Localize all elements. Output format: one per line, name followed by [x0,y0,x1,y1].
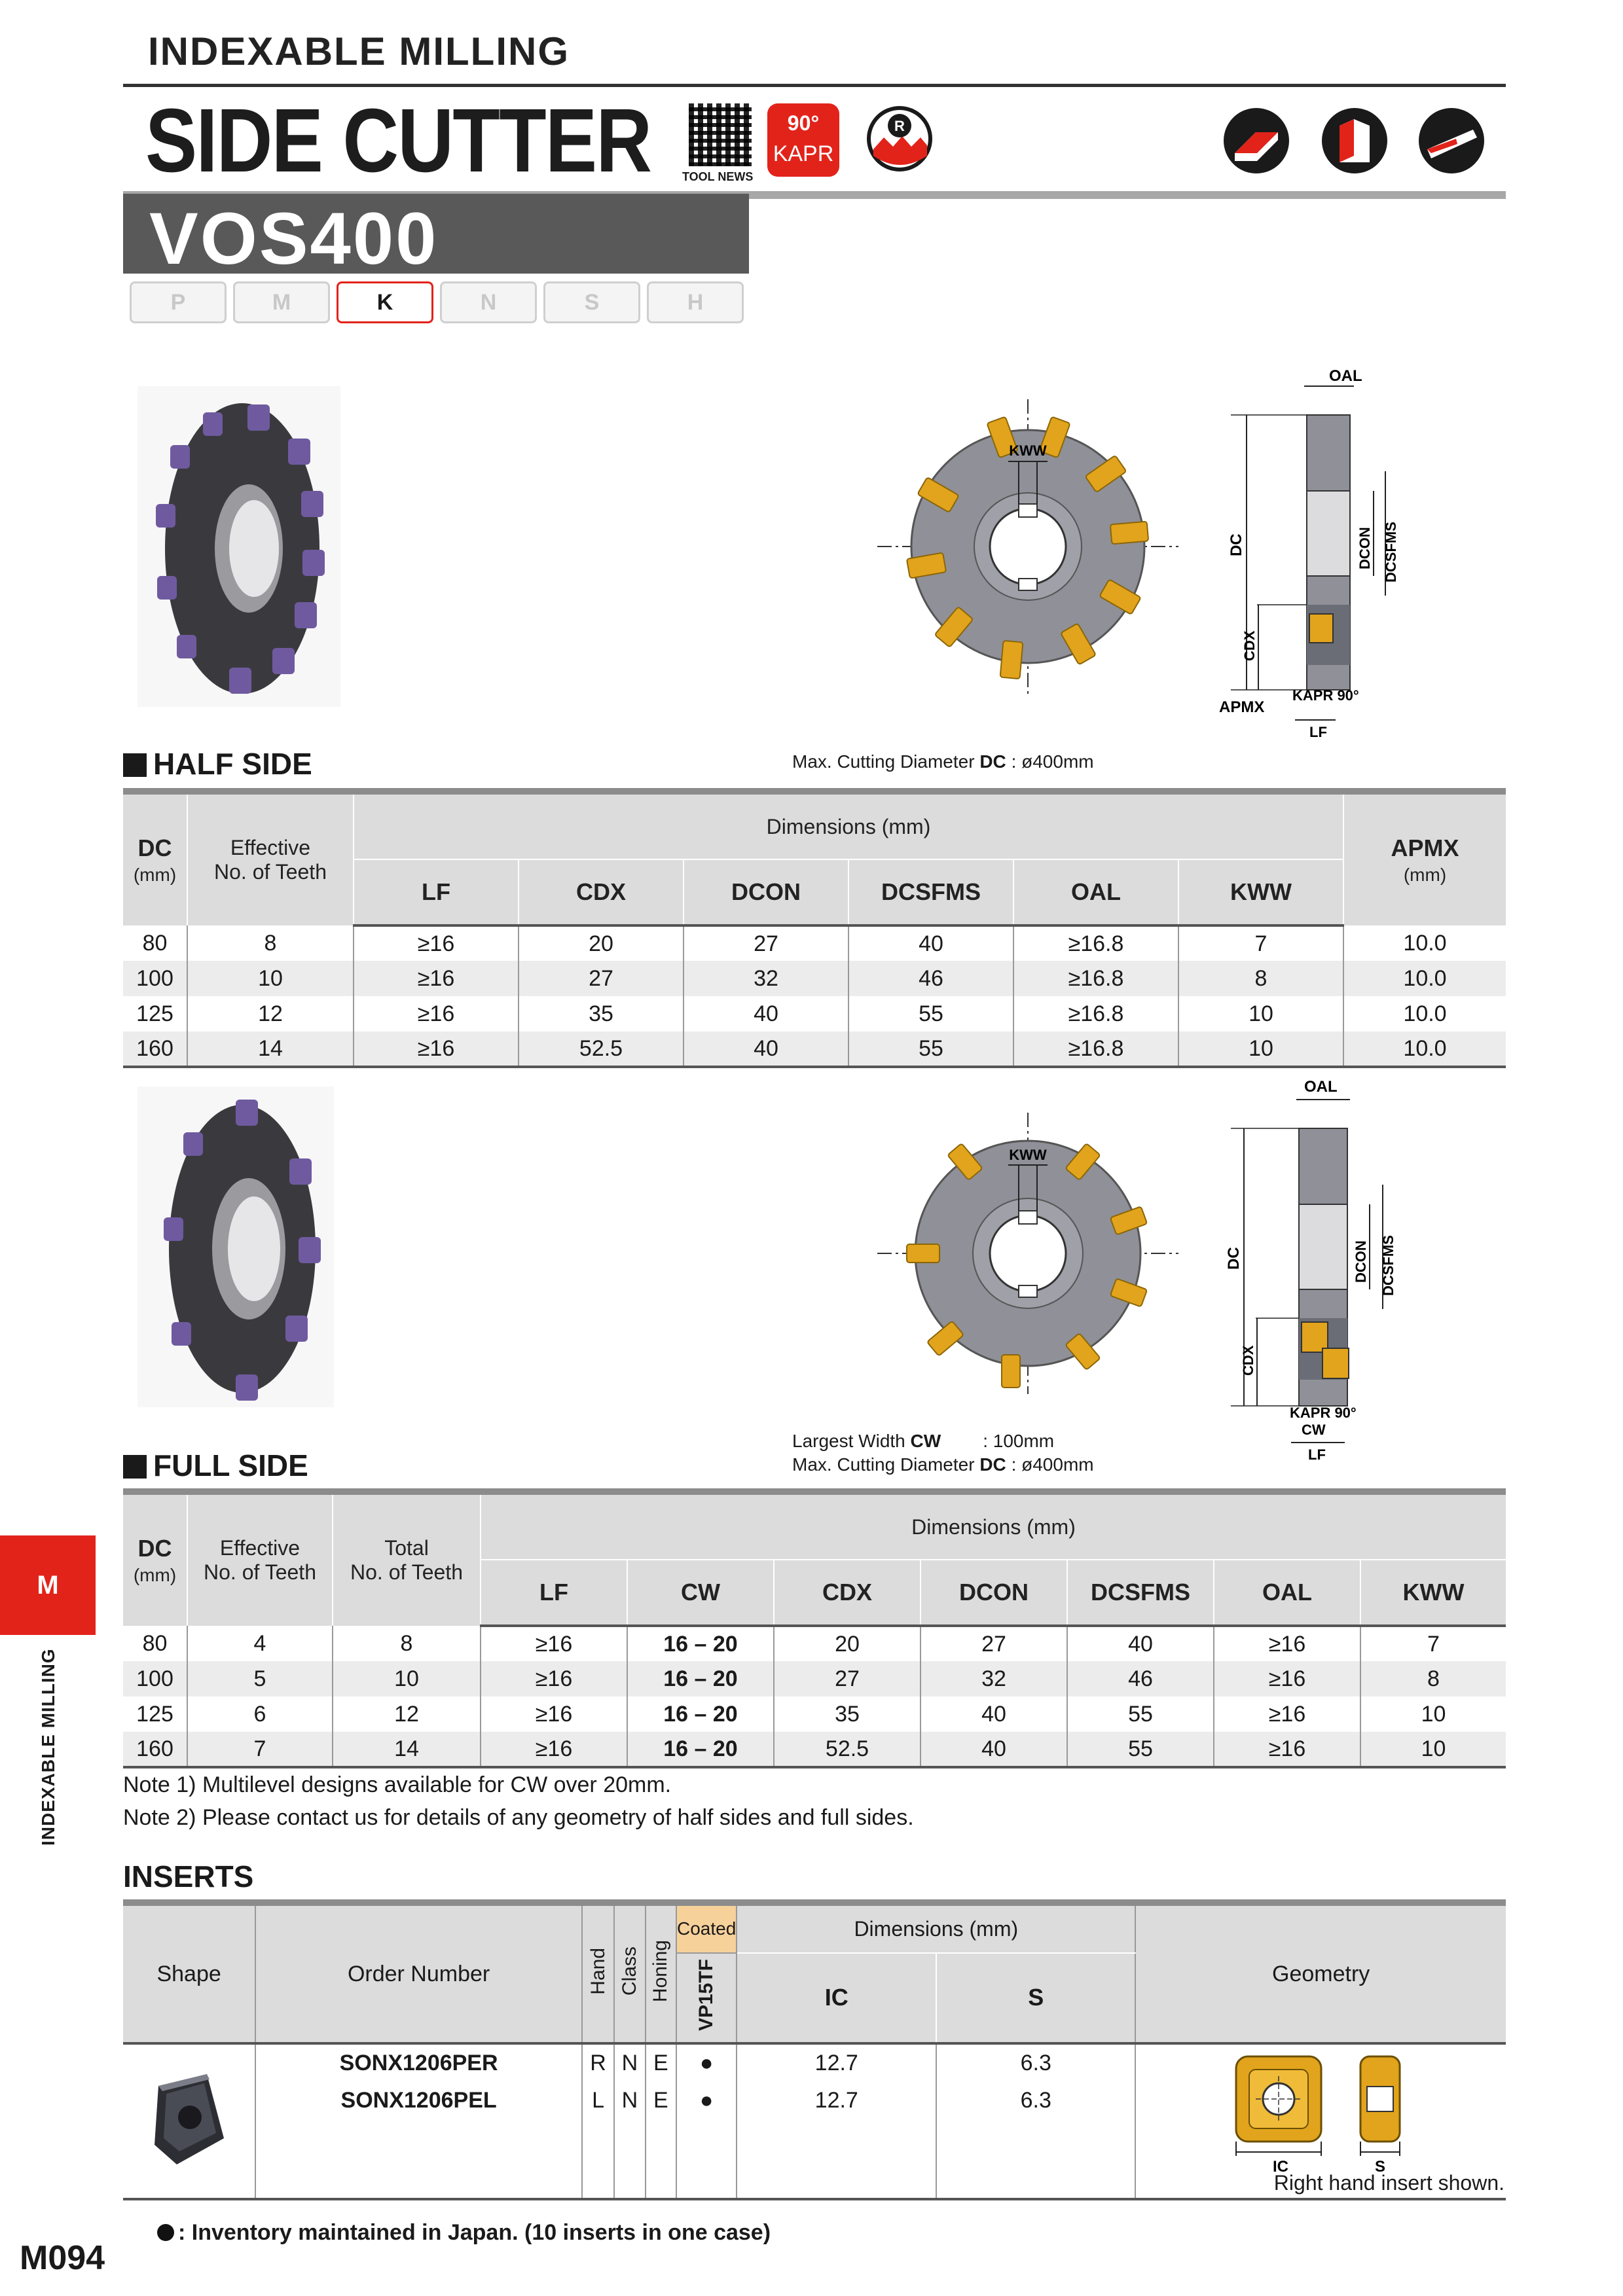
full-cell: 125 [123,1696,187,1732]
full-col-cdx: CDX [774,1560,921,1626]
full-cell: ≥16 [1214,1696,1360,1732]
half-cdx-label: CDX [1241,630,1258,661]
full-cell: 10 [1360,1732,1506,1767]
full-col-total-teeth: Total No. of Teeth [333,1492,481,1626]
half-cell: 10.0 [1343,961,1506,996]
half-cell: 35 [519,996,684,1031]
shoulder-milling-icon [1320,106,1389,175]
ins-empty-cell [255,2119,582,2199]
half-col-teeth: Effective No. of Teeth [187,791,354,925]
table-row [123,1626,1506,1661]
page-title: SIDE CUTTER [145,90,651,191]
kapr-badge [767,103,839,177]
half-cell: 40 [684,996,848,1031]
full-cdx-label: CDX [1240,1345,1256,1376]
half-side-side-view [1218,360,1401,740]
half-cell: 80 [123,925,187,961]
material-tab-m[interactable]: M [233,281,330,323]
note-2: Note 2) Please contact us for details of any geometry of half sides and full sides. [123,1805,914,1830]
category-title: INDEXABLE MILLING [148,29,570,73]
full-spec-value: : ø400mm [1011,1454,1094,1475]
material-tab-n[interactable]: N [440,281,537,323]
half-cell: 10.0 [1403,1001,1447,1026]
full-side-side-view [1218,1073,1401,1466]
half-dcon-label: DCON [1357,527,1373,569]
insert-geometry-drawing [1151,2050,1491,2187]
half-cell: 14 [187,1031,354,1067]
full-cell: 46 [1067,1661,1214,1696]
full-cell: 55 [1067,1732,1214,1767]
full-cell: 5 [187,1661,333,1696]
table-row [123,996,1506,1031]
half-cell: ≥16 [354,1031,519,1067]
full-col-oal: OAL [1214,1560,1360,1626]
half-col-apmx: APMX (mm) [1343,791,1506,925]
full-side-cutter-photo [137,1086,334,1407]
full-cw-label: CW [1302,1422,1326,1438]
full-cell: 100 [123,1661,187,1696]
full-cell: 16 – 20 [627,1661,774,1696]
page-number: M094 [20,2239,105,2277]
full-col-kww: KWW [1360,1560,1506,1626]
half-cell: 125 [123,996,187,1031]
half-col-oal: OAL [1013,859,1178,925]
half-cell: ≥16 [354,961,519,996]
ins-empty-cell [582,2119,614,2199]
stock-dot-icon [157,2224,174,2241]
half-cell: 55 [848,1031,1013,1067]
full-cell: 80 [123,1626,187,1661]
full-spec-key: DC [979,1454,1006,1475]
full-cell: 20 [774,1626,921,1661]
half-cell: 7 [1178,925,1343,961]
ins-geometry-cell [1135,2043,1506,2199]
ins-col-coated: Coated [676,1903,737,1953]
full-dcsfms-label: DCSFMS [1380,1235,1396,1296]
half-cell: 55 [848,996,1013,1031]
half-spec-key: DC [979,751,1006,772]
note-1: Note 1) Multilevel designs available for CW over 20mm. [123,1772,672,1797]
full-col-lf: LF [481,1560,627,1626]
half-side-title-text: HALF SIDE [153,747,312,781]
ins-hand-cell: L [582,2081,614,2119]
full-side-spec [792,1429,1094,1477]
full-cell: 6 [187,1696,333,1732]
full-cell: 16 – 20 [627,1626,774,1661]
ins-col-shape: Shape [123,1903,255,2043]
ins-empty-cell [614,2119,645,2199]
half-cell: 46 [848,961,1013,996]
half-apmx-label: APMX [1219,698,1265,716]
half-side-cutter-photo [137,386,340,707]
half-cell: 52.5 [519,1031,684,1067]
full-side-table [123,1488,1506,1768]
half-cell: 8 [1178,961,1343,996]
slotting-icon [1417,106,1486,175]
full-cell: ≥16 [1214,1661,1360,1696]
full-col-teeth: Effective No. of Teeth [187,1492,333,1626]
half-lf-label: LF [1309,724,1327,740]
half-spec-value: : ø400mm [1011,751,1094,772]
full-cell: 16 – 20 [627,1696,774,1732]
face-milling-icon [1222,106,1291,175]
ins-class-cell: N [614,2043,645,2081]
full-spec-value: : 100mm [983,1431,1055,1451]
kapr-badge-label: KAPR [773,141,834,166]
half-cell: ≥16.8 [1013,925,1178,961]
side-tab-label: INDEXABLE MILLING [38,1648,58,1846]
full-col-dimensions: Dimensions (mm) [481,1492,1506,1560]
geometry-ic-label: IC [1272,2157,1288,2176]
ins-col-hand: Hand [582,1903,614,2043]
insert-photo [147,2060,232,2178]
table-row [123,1696,1506,1732]
half-cell: 40 [848,925,1013,961]
half-cell: 12 [187,996,354,1031]
half-side-table [123,788,1506,1068]
section-square-icon [123,1455,147,1479]
full-cell: 40 [1067,1626,1214,1661]
table-row [123,1661,1506,1696]
full-dcon-label: DCON [1353,1240,1369,1283]
half-col-dcsfms: DCSFMS [848,859,1013,925]
material-tab-s[interactable]: S [543,281,640,323]
full-col-dcsfms: DCSFMS [1067,1560,1214,1626]
full-cell: 160 [123,1732,187,1767]
full-side-title-text: FULL SIDE [153,1448,308,1482]
half-cell: 10 [187,961,354,996]
ins-empty-cell [676,2119,737,2199]
full-side-front-view [871,1106,1185,1401]
full-col-cw: CW [627,1560,774,1626]
qr-code-icon[interactable] [689,103,752,166]
table-row [123,925,1506,961]
full-cell: 32 [921,1661,1067,1696]
inserts-title: INSERTS [123,1859,254,1893]
half-cell: ≥16.8 [1013,961,1178,996]
ins-col-geometry: Geometry [1135,1903,1506,2043]
ins-order-cell: SONX1206PER [255,2043,582,2081]
footer-inventory-note [157,2220,771,2246]
half-cell: ≥16.8 [1013,996,1178,1031]
full-cell: ≥16 [481,1661,627,1696]
full-cell: 52.5 [774,1732,921,1767]
half-col-kww: KWW [1178,859,1343,925]
r-badge-icon [864,103,935,174]
half-dcsfms-label: DCSFMS [1383,522,1399,583]
full-cell: 8 [333,1626,481,1661]
qr-label: TOOL NEWS [682,170,754,183]
ins-empty-cell [646,2119,676,2199]
half-cell: 27 [684,925,848,961]
ins-col-grade: VP15TF [676,1953,737,2043]
full-side-title [123,1448,308,1483]
ins-stock-cell: ● [676,2043,737,2081]
full-cell: 4 [187,1626,333,1661]
half-cell: 10 [1178,996,1343,1031]
full-cell: 27 [921,1626,1067,1661]
full-kapr-label: KAPR 90° [1290,1405,1357,1421]
full-spec-label: Max. Cutting Diameter [792,1454,975,1475]
ins-empty-cell [936,2119,1135,2199]
full-cell: 40 [921,1732,1067,1767]
full-cell: 16 – 20 [627,1732,774,1767]
half-kapr-label: KAPR 90° [1292,687,1359,704]
full-cell: ≥16 [481,1626,627,1661]
half-side-front-view [871,393,1185,700]
ins-col-honing: Honing [646,1903,676,2043]
full-cell: ≥16 [481,1696,627,1732]
half-cell: 10 [1178,1031,1343,1067]
full-cell: 8 [1360,1661,1506,1696]
table-row [123,2043,1506,2081]
ins-ic-cell: 12.7 [737,2081,936,2119]
full-kww-label: KWW [1009,1147,1047,1163]
full-cell: 14 [333,1732,481,1767]
half-cell: 160 [123,1031,187,1067]
full-spec-key: CW [910,1431,941,1451]
half-cell: ≥16 [354,925,519,961]
half-spec-label: Max. Cutting Diameter [792,751,975,772]
section-square-icon [123,753,147,777]
full-cell: ≥16 [1214,1626,1360,1661]
half-col-dimensions: Dimensions (mm) [354,791,1343,859]
ins-col-order: Order Number [255,1903,582,2043]
ins-shape-cell [123,2043,255,2199]
ins-class-cell: N [614,2081,645,2119]
half-cell: 32 [684,961,848,996]
half-col-cdx: CDX [519,859,684,925]
ins-ic-cell: 12.7 [737,2043,936,2081]
material-tab-p[interactable]: P [130,281,227,323]
ins-col-s: S [936,1953,1135,2043]
material-tab-h[interactable]: H [647,281,744,323]
table-row [123,1031,1506,1067]
ins-stock-cell: ● [676,2081,737,2119]
geometry-caption: Right hand insert shown. [1273,2171,1504,2195]
half-cell: ≥16 [354,996,519,1031]
full-cell: 27 [774,1661,921,1696]
full-cell: 40 [921,1696,1067,1732]
half-cell: 100 [123,961,187,996]
header-rule [123,84,1506,87]
half-cell: 27 [519,961,684,996]
half-cell: ≥16.8 [1013,1031,1178,1067]
kapr-badge-angle: 90° [787,111,820,135]
half-cell: 40 [684,1031,848,1067]
half-col-lf: LF [354,859,519,925]
ins-hand-cell: R [582,2043,614,2081]
half-col-dcon: DCON [684,859,848,925]
ins-s-cell: 6.3 [936,2081,1135,2119]
half-cell: 10.0 [1403,930,1447,956]
geometry-s-label: S [1374,2157,1385,2176]
full-col-dc: DC (mm) [123,1492,187,1626]
full-col-dcon: DCON [921,1560,1067,1626]
table-row [123,961,1506,996]
half-col-dc: DC (mm) [123,791,187,925]
material-tab-k[interactable]: K [337,281,433,323]
full-dc-label: DC [1225,1247,1243,1270]
side-tab-m[interactable]: M [0,1535,96,1635]
full-cell: 10 [1421,1701,1446,1727]
full-cell: ≥16 [1214,1732,1360,1767]
ins-s-cell: 6.3 [936,2043,1135,2081]
ins-empty-cell [737,2119,936,2199]
half-side-spec [792,751,1094,772]
ins-honing-cell: E [646,2081,676,2119]
ins-col-dimensions: Dimensions (mm) [737,1903,1135,1953]
table-row [123,1732,1506,1767]
half-cell: 8 [187,925,354,961]
full-cell: 12 [333,1696,481,1732]
full-cell: ≥16 [481,1732,627,1767]
half-side-title [123,746,312,781]
inserts-table [123,1899,1506,2200]
full-cell: 7 [1427,1631,1440,1657]
full-cell: 55 [1067,1696,1214,1732]
full-oal-label: OAL [1304,1078,1338,1096]
ins-honing-cell: E [646,2043,676,2081]
footer-note-text: : Inventory maintained in Japan. (10 inserts in one case) [178,2220,771,2245]
ins-order-cell: SONX1206PEL [255,2081,582,2119]
full-cell: 10 [333,1661,481,1696]
half-cell: 20 [519,925,684,961]
ins-col-class: Class [614,1903,645,2043]
full-cell: 35 [774,1696,921,1732]
full-cell: 7 [187,1732,333,1767]
r-badge-letter: R [894,118,905,134]
ins-col-ic: IC [737,1953,936,2043]
half-cell: 10.0 [1343,1031,1506,1067]
full-lf-label: LF [1308,1446,1326,1463]
half-dc-label: DC [1228,533,1245,556]
full-spec-label: Largest Width [792,1431,905,1451]
model-name: VOS400 [149,198,439,279]
half-oal-label: OAL [1329,367,1362,385]
half-kww-label: KWW [1009,442,1047,459]
